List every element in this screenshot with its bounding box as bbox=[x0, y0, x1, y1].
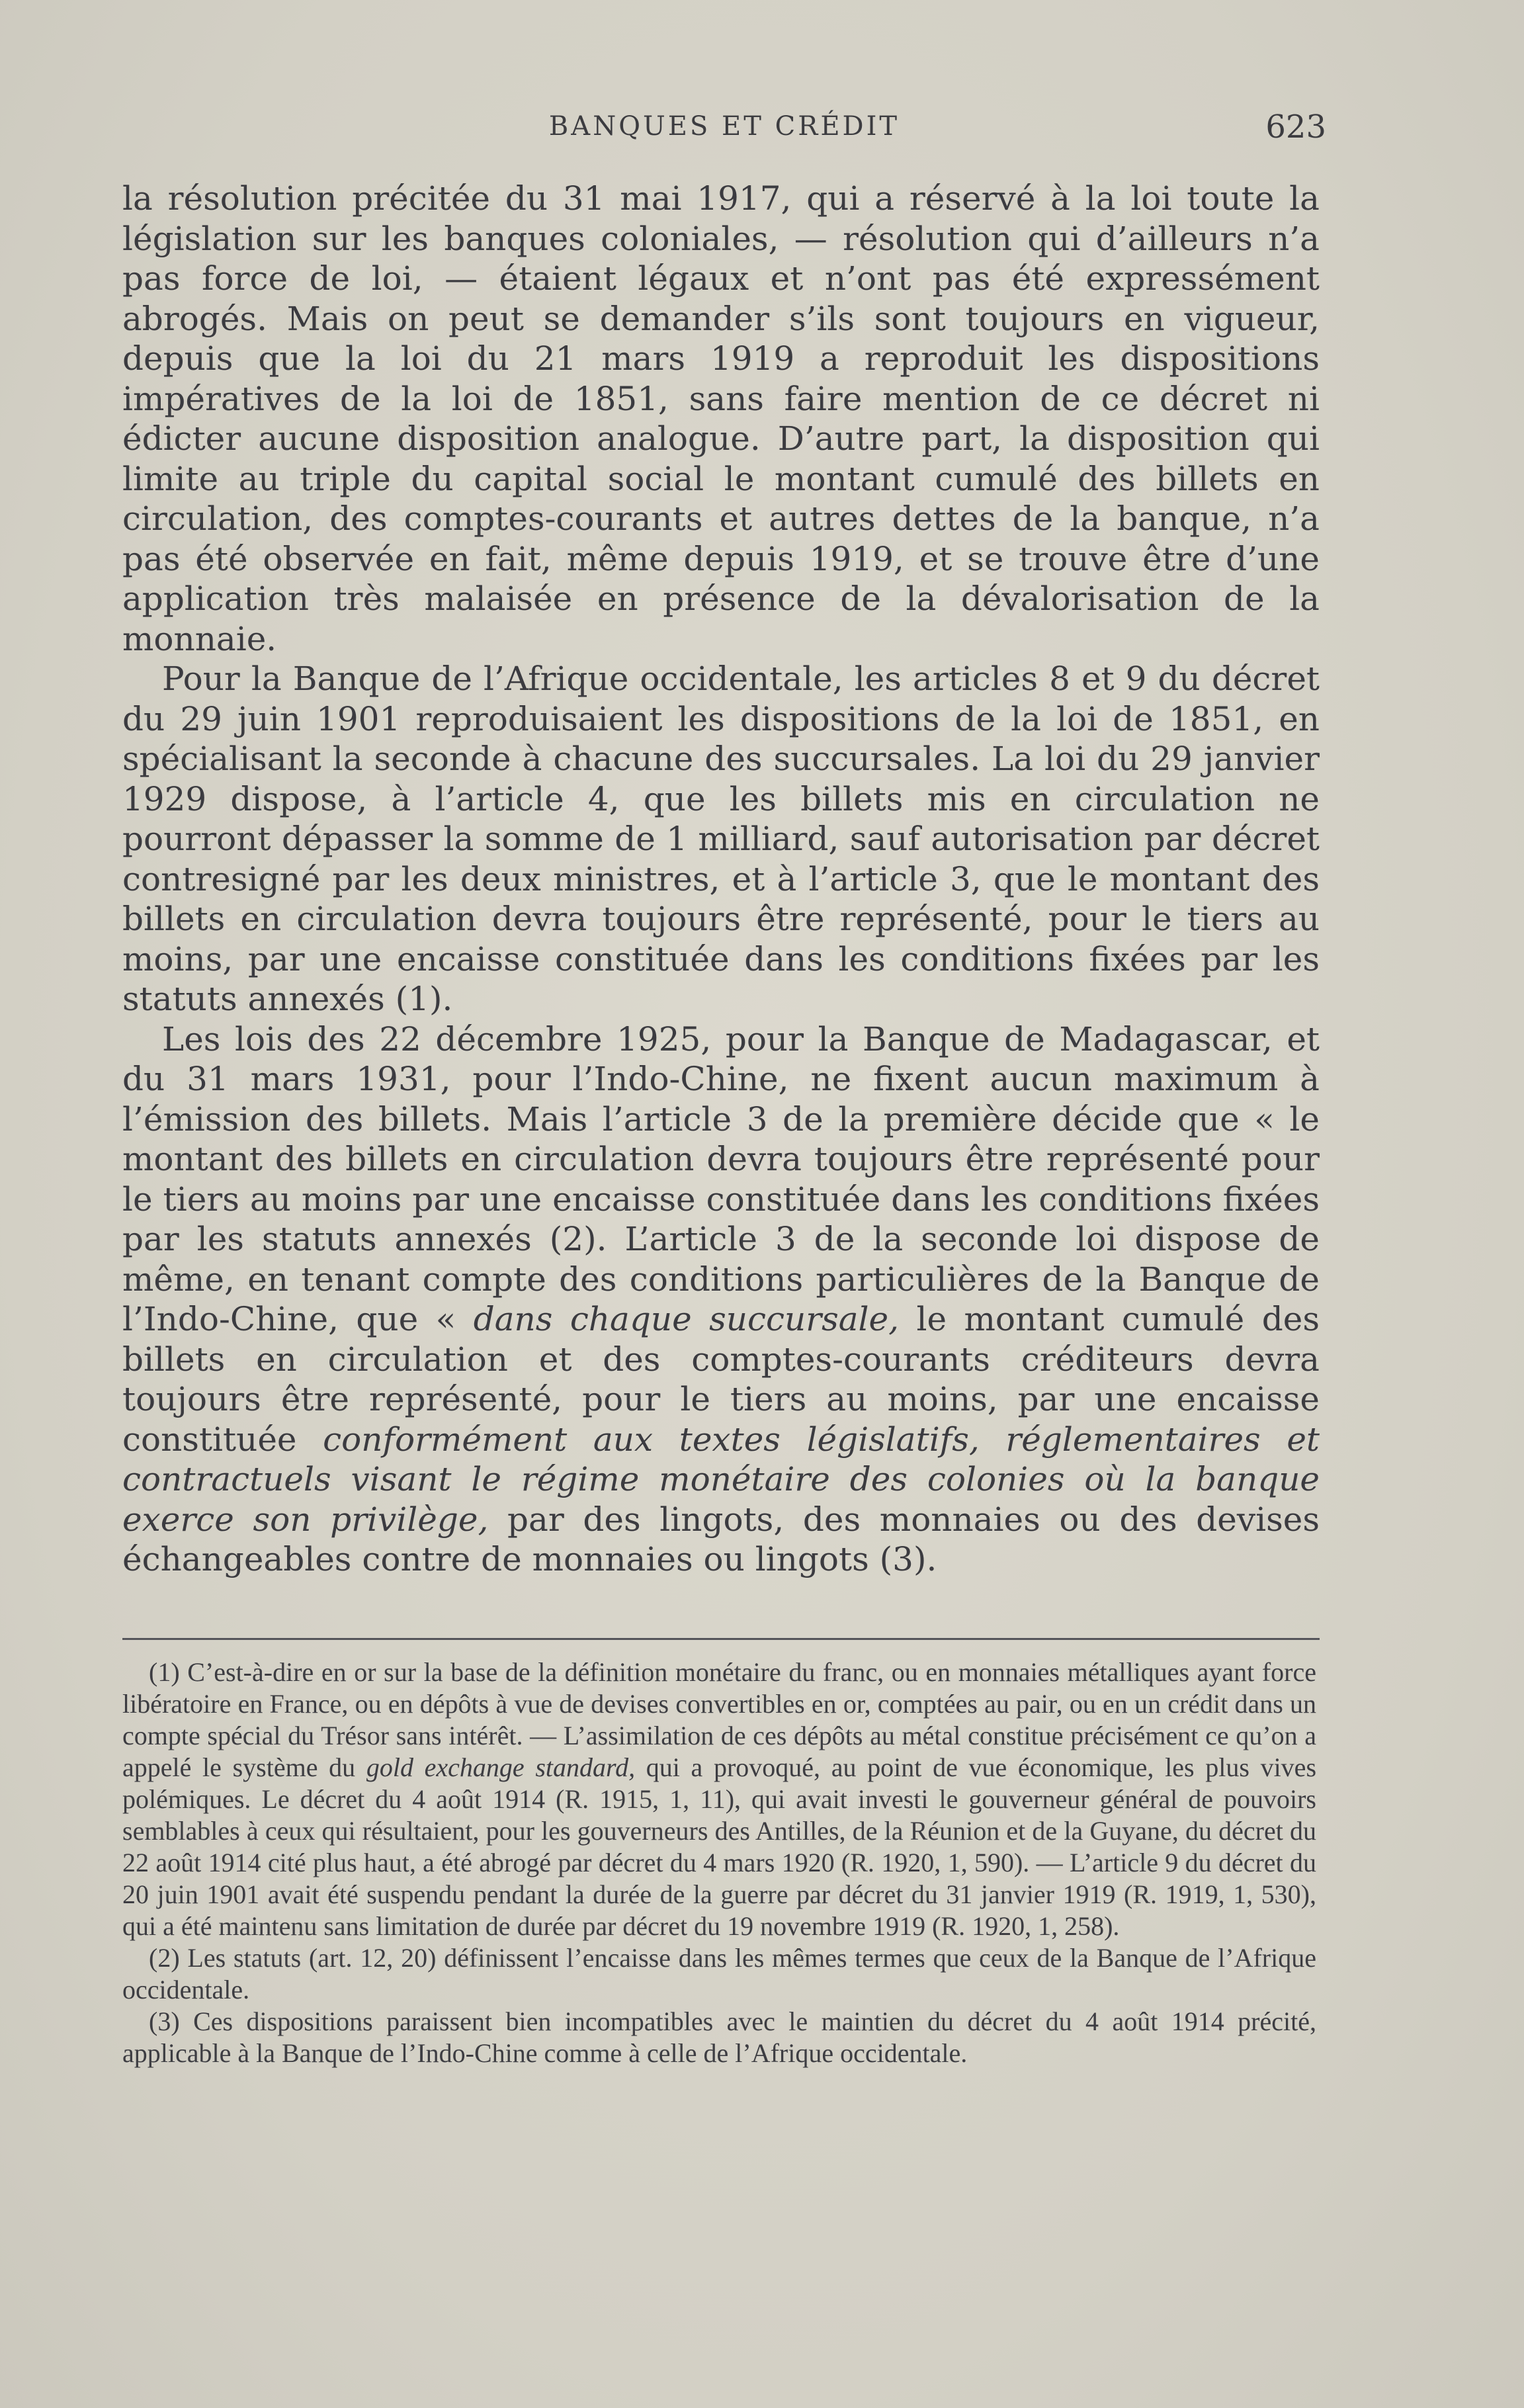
paragraph-2: Pour la Banque de l’Afrique occidentale, les articles 8 et 9 du décret du 29 juin 1901 reproduisaient les dispositions de la loi de 1851, en spécialisant la seconde à chacune des succursales. La loi du 29 janvier 1929 dispose, à l’article 4, que les billets mis en circulation ne pourront dépasser la somme de 1 milliard, sauf autorisation par décret contresigné par les deux ministres, et à l’article 3, que le montant des billets en circulation devra toujours être représenté, pour le tiers au moins, par une encaisse constituée dans les conditions fixées par les statuts annexés (1). bbox=[122, 660, 1320, 1018]
running-title: BANQUES ET CRÉDIT bbox=[548, 111, 900, 142]
paragraph-3-italic-1: dans chaque succursale, bbox=[473, 1300, 900, 1338]
footnote-1 bbox=[122, 1656, 1316, 1942]
footnote-1-part-1: (1) C’est-à-dire en or sur la base de la définition monétaire du franc, ou en monnaies métalliques ayant force libératoire en France, ou en dépôts à vue de devises convertibles en or, comptées au pair, ou en un crédit dans un compte spécial du Trésor sans intérêt. — L’assimilation de ces dépôts au métal constitue précisément ce qu’on a appelé le système du bbox=[122, 1657, 1316, 1782]
main-text bbox=[122, 179, 1320, 1580]
footnote-3: (3) Ces dispositions paraissent bien incompatibles avec le maintien du décret du 4 août 1914 précité, applicable à la Banque de l’Indo-Chine comme à celle de l’Afrique occidentale. bbox=[122, 2006, 1316, 2068]
footnote-2: (2) Les statuts (art. 12, 20) définissent l’encaisse dans les mêmes termes que ceux de la Banque de l’Afrique occidentale. bbox=[122, 1943, 1316, 2004]
paragraph-3 bbox=[122, 1019, 1320, 1580]
paragraph-3-part-1: Les lois des 22 décembre 1925, pour la Banque de Madagascar, et du 31 mars 1931, pour l’Indo-Chine, ne fixent aucun maximum à l’émission des billets. Mais l’article 3 de la première décide que « le montant des billets en circulation devra toujours être représenté pour le tiers au moins par une encaisse constituée dans les conditions fixées par les statuts annexés (2). L’article 3 de la seconde loi dispose de même, en tenant compte des conditions particulières de la Banque de l’Indo-Chine, que « bbox=[122, 1019, 1320, 1338]
footnote-divider bbox=[122, 1638, 1320, 1640]
paragraph-3-part-3: par des lingots, des monnaies ou des devises échangeables contre de monnaies ou lingots (3). bbox=[122, 1500, 1320, 1578]
footnotes bbox=[122, 1656, 1316, 2069]
page-header bbox=[122, 106, 1326, 159]
page-number: 623 bbox=[1265, 108, 1326, 146]
footnote-1-italic: gold exchange standard, bbox=[366, 1752, 636, 1782]
paragraph-3-part-2: le montant cumulé des billets en circulation et des comptes-courants créditeurs devra toujours être représenté, pour le tiers au moins, par une encaisse constituée bbox=[122, 1300, 1320, 1459]
paragraph-1: la résolution précitée du 31 mai 1917, qui a réservé à la loi toute la législation sur les banques coloniales, — résolution qui d’ailleurs n’a pas force de loi, — étaient légaux et n’ont pas été expressément abrogés. Mais on peut se demander s’ils sont toujours en vigueur, depuis que la loi du 21 mars 1919 a reproduit les dispositions impératives de la loi de 1851, sans faire mention de ce décret ni édicter aucune disposition analogue. D’autre part, la disposition qui limite au triple du capital social le montant cumulé des billets en circulation, des comptes-courants et autres dettes de la banque, n’a pas été observée en fait, même depuis 1919, et se trouve être d’une application très malaisée en présence de la dévalorisation de la monnaie. bbox=[122, 179, 1320, 658]
paragraph-3-italic-2: conformément aux textes législatifs, réglementaires et contractuels visant le régime monétaire des colonies où la banque exerce son privilège, bbox=[122, 1420, 1320, 1539]
footnote-1-part-2: qui a provoqué, au point de vue économique, les plus vives polémiques. Le décret du 4 août 1914 (R. 1915, 1, 11), qui avait investi le gouverneur général de pouvoirs semblables à ceux qui résultaient, pour les gouverneurs des Antilles, de la Réunion et de la Guyane, du décret du 22 août 1914 cité plus haut, a été abrogé par décret du 4 mars 1920 (R. 1920, 1, 590). — L’article 9 du décret du 20 juin 1901 avait été suspendu pendant la durée de la guerre par décret du 31 janvier 1919 (R. 1919, 1, 530), qui a été maintenu sans limitation de durée par décret du 19 novembre 1919 (R. 1920, 1, 258). bbox=[122, 1752, 1317, 1941]
